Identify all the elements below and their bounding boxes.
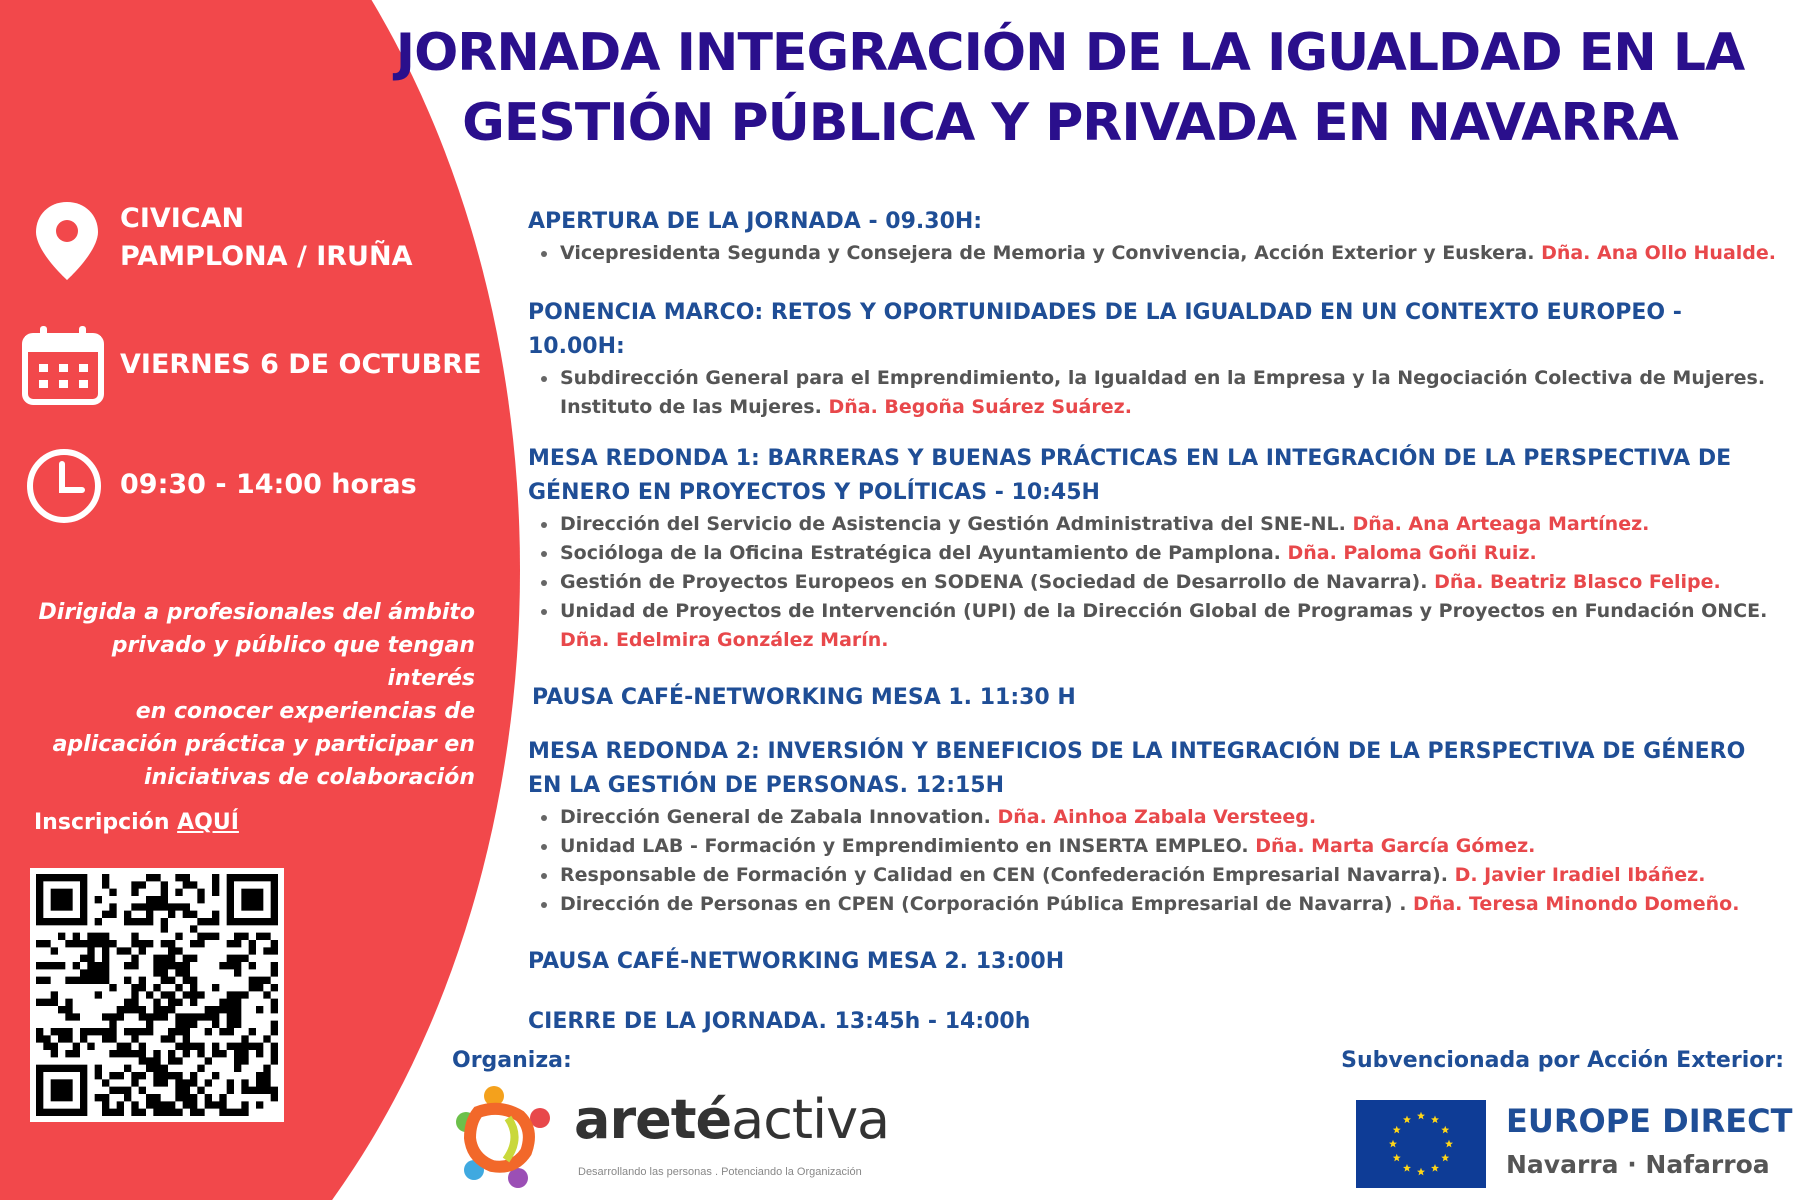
section-pausa1 [532, 681, 1783, 715]
list-item: Unidad LAB - Formación y Emprendimiento en INSERTA EMPLEO. Dña. Marta García Gómez. [534, 832, 1783, 861]
sponsor-label: Subvencionada por Acción Exterior: [1341, 1048, 1784, 1073]
section-mesa1 [528, 442, 1783, 655]
eu-star [1417, 1168, 1425, 1176]
eu-star [1431, 1164, 1439, 1172]
list-item: Gestión de Proyectos Europeos en SODENA (Sociedad de Desarrollo de Navarra). Dña. Beatriz Blasco Felipe. [534, 568, 1783, 597]
time-text: 09:30 - 14:00 horas [120, 469, 417, 500]
audience-text: Dirigida a profesionales del ámbito privado y público que tengan interés en conocer experiencias de aplicación práctica y participar en iniciativas de colaboración [38, 600, 475, 790]
location-pin-icon [32, 200, 102, 282]
clock-icon [24, 446, 104, 526]
eu-star [1441, 1126, 1449, 1134]
section-title: APERTURA DE LA JORNADA - 09.30H: [528, 209, 983, 234]
list-item: Dirección General de Zabala Innovation. Dña. Ainhoa Zabala Versteeg. [534, 803, 1783, 832]
list-item: Socióloga de la Oficina Estratégica del Ayuntamiento de Pamplona. Dña. Paloma Goñi Ruiz. [534, 539, 1783, 568]
eu-star [1441, 1154, 1449, 1162]
location-line1: CIVICAN [120, 203, 245, 234]
list-item: Dirección del Servicio de Asistencia y Gestión Administrativa del SNE-NL. Dña. Ana Arteaga Martínez. [534, 510, 1783, 539]
location-line2: PAMPLONA / IRUÑA [120, 241, 413, 272]
areteactiva-figures-icon [448, 1082, 568, 1192]
eu-star [1417, 1112, 1425, 1120]
speaker-list [534, 364, 1783, 422]
section-apertura [528, 205, 1783, 268]
eu-star [1389, 1140, 1397, 1148]
eu-star [1393, 1126, 1401, 1134]
section-title: PONENCIA MARCO: RETOS Y OPORTUNIDADES DE LA IGUALDAD EN UN CONTEXTO EUROPEO - 10.00H: [528, 300, 1682, 359]
section-title: PAUSA CAFÉ-NETWORKING MESA 1. 11:30 H [532, 685, 1076, 710]
europe-direct-subtitle: Navarra · Nafarroa [1506, 1150, 1770, 1179]
signup-link[interactable]: AQUÍ [177, 810, 239, 835]
areteactiva-tagline: Desarrollando las personas . Potenciando la Organización [578, 1166, 862, 1178]
eu-star [1403, 1164, 1411, 1172]
section-title: MESA REDONDA 1: BARRERAS Y BUENAS PRÁCTICAS EN LA INTEGRACIÓN DE LA PERSPECTIVA DE GÉNERO EN PROYECTOS Y POLÍTICAS - 10:45H [528, 446, 1732, 505]
list-item: Subdirección General para el Emprendimiento, la Igualdad en la Empresa y la Negociación Colectiva de Mujeres. Instituto de las Mujeres. Dña. Begoña Suárez Suárez. [534, 364, 1783, 422]
eu-star [1393, 1154, 1401, 1162]
speaker-list [534, 239, 1783, 268]
organiza-label: Organiza: [452, 1048, 572, 1073]
section-title: MESA REDONDA 2: INVERSIÓN Y BENEFICIOS DE LA INTEGRACIÓN DE LA PERSPECTIVA DE GÉNERO EN LA GESTIÓN DE PERSONAS. 12:15H [528, 739, 1746, 798]
program [528, 205, 1783, 1059]
section-ponencia [528, 296, 1783, 422]
section-cierre [528, 1005, 1783, 1039]
signup-label: Inscripción [34, 810, 178, 835]
list-item: Responsable de Formación y Calidad en CEN (Confederación Empresarial Navarra). D. Javier Iradiel Ibáñez. [534, 861, 1783, 890]
list-item: Unidad de Proyectos de Intervención (UPI) de la Dirección Global de Programas y Proyectos en Fundación ONCE. Dña. Edelmira González Marín. [534, 597, 1783, 655]
date-text: VIERNES 6 DE OCTUBRE [120, 349, 482, 380]
section-title: PAUSA CAFÉ-NETWORKING MESA 2. 13:00H [528, 949, 1065, 974]
eu-flag-icon [1356, 1100, 1486, 1188]
qr-code[interactable] [30, 868, 284, 1122]
areteactiva-logo [448, 1082, 888, 1192]
europe-direct-title: EUROPE DIRECT [1506, 1102, 1793, 1140]
eu-star [1431, 1116, 1439, 1124]
calendar-icon [22, 326, 104, 406]
section-pausa2 [528, 945, 1783, 979]
areteactiva-wordmark: aretéactiva [574, 1088, 890, 1151]
eu-star [1403, 1116, 1411, 1124]
speaker-list [534, 803, 1783, 919]
page-title: JORNADA INTEGRACIÓN DE LA IGUALDAD EN LA GESTIÓN PÚBLICA Y PRIVADA EN NAVARRA [395, 23, 1745, 153]
signup [34, 810, 239, 835]
eu-star [1445, 1140, 1453, 1148]
section-mesa2 [528, 735, 1783, 919]
list-item: Vicepresidenta Segunda y Consejera de Memoria y Convivencia, Acción Exterior y Euskera. Dña. Ana Ollo Hualde. [534, 239, 1783, 268]
list-item: Dirección de Personas en CPEN (Corporación Pública Empresarial de Navarra) . Dña. Teresa Minondo Domeño. [534, 890, 1783, 919]
europe-direct-logo [1356, 1100, 1793, 1190]
section-title: CIERRE DE LA JORNADA. 13:45h - 14:00h [528, 1009, 1031, 1034]
speaker-list [534, 510, 1783, 655]
